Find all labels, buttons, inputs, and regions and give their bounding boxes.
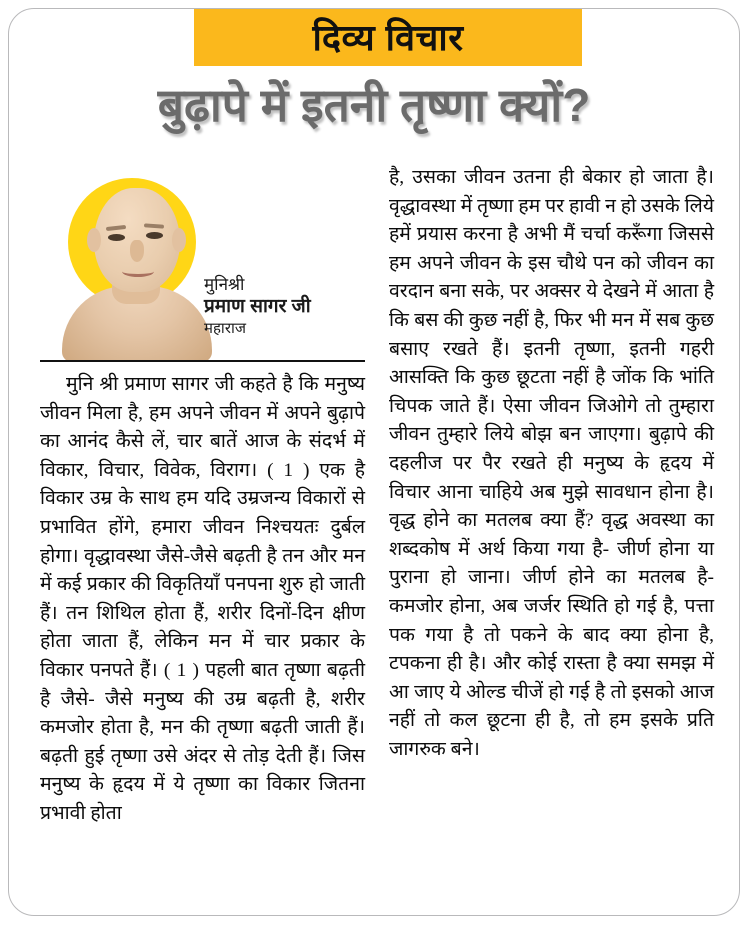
article-column-right [389,164,714,904]
portrait-nose [130,240,144,262]
page-title [9,75,739,135]
article-body-left: मुनि श्री प्रमाण सागर जी कहते है कि मनुष्य जीवन मिला है, हम अपने जीवन में अपने बुढ़ापे का आनंद कैसे लें, चार बातें आज के संदर्भ में विकार, विचार, विवेक, विराग। ( 1 ) एक है विकार उम्र के साथ हम यदि उम्रजन्य विकारों से प्रभावित होंगे, हमारा जीवन निश्चयतः दुर्बल होगा। वृद्धावस्था जैसे-जैसे बढ़ती है तन और मन में कई प्रकार की विकृतियाँ पनपना शुरु हो जाती हैं। तन शिथिल होता हैं, शरीर दिनों-दिन क्षीण होता जाता हैं, लेकिन मन में चार प्रकार के विकार पनपते हैं। ( 1 ) पहली बात तृष्णा बढ़ती है जैसे- जैसे मनुष्य की उम्र बढ़ती है, शरीर कमजोर होता है, मन की तृष्णा बढ़ती जाती हैं। बढ़ती हुई तृष्णा उसे अंदर से तोड़ देती हैं। जिस मनुष्य के हृदय में ये तृष्णा का विकार जितना प्रभावी होता [40,374,365,824]
caption-divider [40,360,365,362]
author-title: मुनिश्री [204,275,245,294]
portrait-eye-left [108,234,125,241]
author-caption [204,274,364,338]
portrait-ear-right [172,228,186,252]
portrait-ear-left [87,228,101,252]
article-column-left [40,164,365,904]
page-title-text: बुढ़ापे में इतनी तृष्णा क्यों? [157,79,591,131]
author-portrait-block [40,164,365,356]
portrait-eye-right [146,232,163,239]
section-banner [194,9,582,66]
article-card [8,8,740,916]
portrait-mouth [122,266,154,277]
author-name: प्रमाण सागर जी [204,296,311,317]
article-body-right: है, उसका जीवन उतना ही बेकार हो जाता है। वृद्धावस्था में तृष्णा हम पर हावी न हो उसके लिये हमें प्रयास करना है अभी मैं चर्चा करूँगा जिससे हम अपने जीवन के इस चौथे पन को जीवन का वरदान बना सके, पर अक्सर ये देखने में आता है कि बस की कुछ नहीं है, फिर भी मन में सब कुछ बसाए रखते हैं। इतनी तृष्णा, इतनी गहरी आसक्ति कि कुछ छूटता नहीं है जोंक कि भांति चिपक जाते हैं। ऐसा जीवन जिओगे तो तुम्हारा जीवन तुम्हारे लिये बोझ बन जाएगा। बुढ़ापे की दहलीज पर पैर रखते ही मनुष्य के हृदय में विचार आना चाहिये अब मुझे सावधान होना है। वृद्ध होने का मतलब क्या हैं? वृद्ध अवस्था का शब्दकोष में अर्थ किया गया है- जीर्ण होना या पुराना हो जाना। जीर्ण होने का मतलब है- कमजोर होना, अब जर्जर स्थिति हो गई है, पत्ता पक गया है तो पकने के बाद क्या होना है, टपकना ही है। और कोई रास्ता है क्या समझ में आ जाए ये ओल्ड चीजें हो गई है तो इसको आज नहीं तो कल छूटना ही है, तो हम इसके प्रति जागरुक बने। [389,167,714,760]
author-honorific: महाराज [204,320,246,337]
section-banner-label: दिव्य विचार [312,16,464,58]
author-photo [56,182,216,356]
article-columns [40,164,718,904]
